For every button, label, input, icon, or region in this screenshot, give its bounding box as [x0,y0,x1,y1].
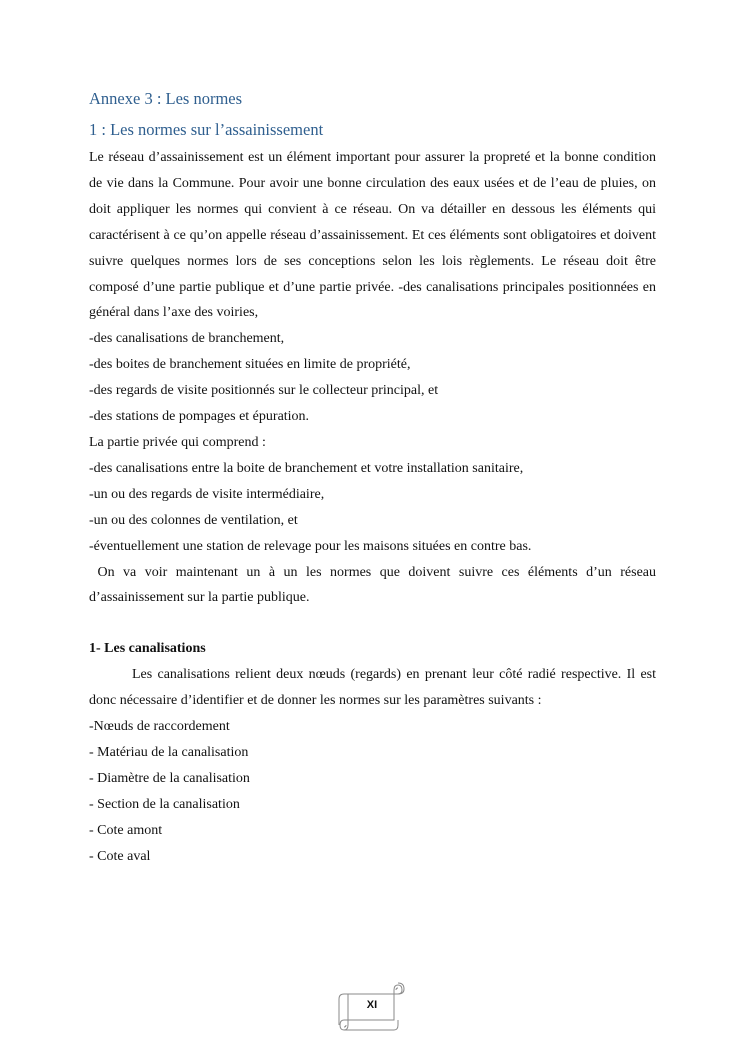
list-item: -éventuellement une station de relevage pour les maisons situées en contre bas. [89,538,532,554]
section-subtitle: 1 : Les normes sur l’assainissement [89,120,324,139]
list-item: -Nœuds de raccordement [89,719,230,735]
list-item: -des stations de pompages et épuration. [89,409,310,425]
list-item: - Cote amont [89,822,163,838]
parameters-list [89,714,656,869]
document-page [89,86,660,869]
list-item: -un ou des regards de visite intermédiaire, [89,486,325,502]
list-item: - Cote aval [89,848,151,864]
list-item: -des regards de visite positionnés sur le collecteur principal, et [89,383,439,399]
page-number: XI [366,999,378,1011]
public-items-list [89,326,656,430]
list-item: - Section de la canalisation [89,796,240,812]
intro-paragraph: Le réseau d’assainissement est un élément important pour assurer la propreté et la bonne condition de vie dans la Commune. Pour avoir une bonne circulation des eaux usées et de l’eau de pluies, on doit appliquer les normes qui convient à ce réseau. On va détailler en dessous les éléments qui caractérisent à ce qu’on appelle réseau d’assainissement. Et ces éléments sont obligatoires et doivent suivre quelques normes lors de ses conceptions selon les lois règlements. Le réseau doit être composé d’une partie publique et d’une partie privée. -des canalisations principales positionnées en général dans l’axe des voiries, [89,150,656,321]
list-item: - Matériau de la canalisation [89,744,249,760]
canalisations-paragraph: Les canalisations relient deux nœuds (regards) en prenant leur côté radié respective. Il est donc nécessaire d’identifier et de donner les normes sur les paramètres suivants : [89,667,656,709]
annex-heading: Annexe 3 : Les normes [89,89,243,108]
transition-paragraph: On va voir maintenant un à un les normes que doivent suivre ces éléments d’un réseau d’assainissement sur la partie publique. [89,564,660,606]
private-part-intro: La partie privée qui comprend : [89,434,266,450]
list-item: -des boites de branchement situées en limite de propriété, [89,357,411,373]
private-items-list [89,456,656,560]
list-item: -des canalisations de branchement, [89,331,285,347]
canalisations-title: 1- Les canalisations [89,641,206,657]
spacer [89,611,656,636]
list-item: -des canalisations entre la boite de branchement et votre installation sanitaire, [89,460,524,476]
list-item: - Diamètre de la canalisation [89,770,250,786]
list-item: -un ou des colonnes de ventilation, et [89,512,298,528]
